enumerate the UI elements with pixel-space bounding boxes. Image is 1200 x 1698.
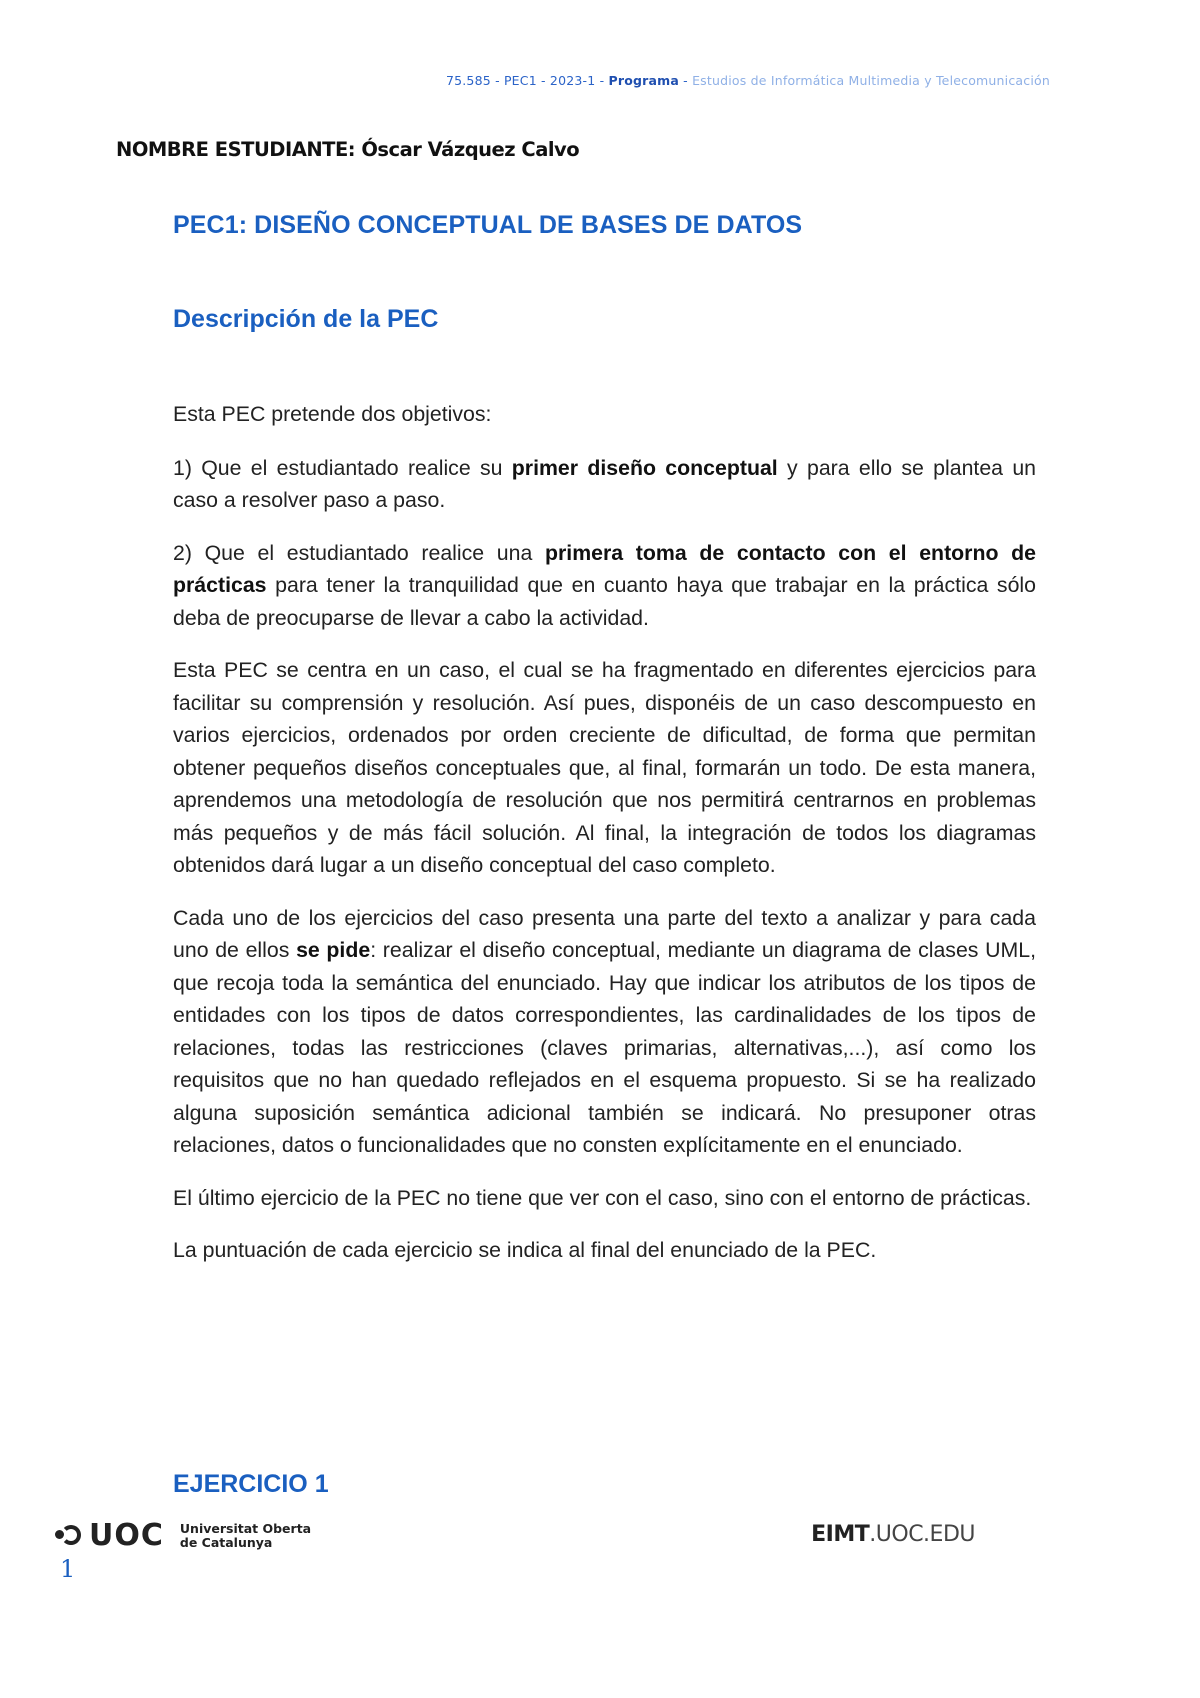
uoc-name-line-1: Universitat Oberta bbox=[179, 1520, 312, 1536]
header-sep: - bbox=[679, 73, 693, 88]
section-heading-description: Descripción de la PEC bbox=[173, 305, 439, 333]
header-program: Programa bbox=[608, 73, 679, 88]
eimt-domain: .UOC.EDU bbox=[869, 1522, 975, 1547]
bold-text: primer diseño conceptual bbox=[511, 455, 778, 480]
text-span: : realizar el diseño conceptual, mediante un diagrama de clases UML, que recoja toda la semántica del enunciado. Hay que indicar los atributos de los tipos de entidades con los tipos de datos correspondientes, las cardinalidades de los tipos de relaciones, todas las restricciones (claves primarias, alternativas,...), así como los requisitos que no han quedado reflejados en el esquema propuesto. Si se ha realizado alguna suposición semántica adicional también se indicará. No presuponer otras relaciones, datos o funcionalidades que no consten explícitamente en el enunciado. bbox=[173, 938, 1037, 1157]
header-studies: Estudios de Informática Multimedia y Telecomunicación bbox=[692, 73, 1050, 88]
uoc-logo bbox=[55, 1518, 311, 1553]
uoc-wordmark: UOC bbox=[89, 1518, 164, 1553]
document-body bbox=[173, 398, 1036, 1287]
text-span: para tener la tranquilidad que en cuanto haya que trabajar en la práctica sólo deba de preocuparse de llevar a cabo la actividad. bbox=[173, 573, 1036, 630]
paragraph-last-exercise: El último ejercicio de la PEC no tiene que ver con el caso, sino con el entorno de prácticas. bbox=[173, 1185, 1032, 1210]
text-span: 2) Que el estudiantado realice una bbox=[173, 540, 545, 565]
text-span: 1) Que el estudiantado realice su bbox=[173, 455, 512, 480]
page-number: 1 bbox=[60, 1555, 76, 1583]
eimt-bold: EIMT bbox=[811, 1522, 870, 1547]
text-span: y para ello se plantea un caso a resolver paso a paso. bbox=[173, 455, 1037, 512]
paragraph-exercises bbox=[173, 902, 1036, 1162]
eimt-logo bbox=[811, 1522, 975, 1547]
text-span: Cada uno de los ejercicios del caso presenta una parte del texto a analizar y para cada uno de ellos bbox=[173, 905, 1036, 962]
uoc-mark-icon bbox=[55, 1523, 85, 1549]
page-footer bbox=[55, 1518, 975, 1588]
student-name: NOMBRE ESTUDIANTE: Óscar Vázquez Calvo bbox=[116, 138, 580, 161]
paragraph-scoring: La puntuación de cada ejercicio se indica al final del enunciado de la PEC. bbox=[173, 1238, 877, 1262]
paragraph-case: Esta PEC se centra en un caso, el cual se ha fragmentado en diferentes ejercicios para facilitar su comprensión y resolución. Así pues, disponéis de un caso descompuesto en varios ejercicios, ordenados por orden creciente de dificultad, de forma que permitan obtener pequeños diseños conceptuales que, al final, formarán un todo. De esta manera, aprendemos una metodología de resolución que nos permitirá centrarnos en problemas más pequeños y de más fácil solución. Al final, la integración de todos los diagramas obtenidos dará lugar a un diseño conceptual del caso completo. bbox=[173, 658, 1036, 877]
bold-text: se pide bbox=[296, 938, 371, 962]
document-title: PEC1: DISEÑO CONCEPTUAL DE BASES DE DATOS bbox=[173, 211, 803, 239]
paragraph-intro: Esta PEC pretende dos objetivos: bbox=[173, 402, 492, 426]
section-heading-exercise-1: EJERCICIO 1 bbox=[173, 1470, 329, 1498]
page-header bbox=[446, 73, 1050, 88]
uoc-full-name bbox=[180, 1522, 311, 1550]
bold-text: primera toma de contacto con el entorno de prácticas bbox=[173, 540, 1036, 597]
header-code: 75.585 - PEC1 - 2023-1 - bbox=[445, 73, 609, 88]
uoc-name-line-2: de Catalunya bbox=[179, 1534, 273, 1550]
paragraph-objective-2 bbox=[173, 537, 1036, 635]
paragraph-objective-1 bbox=[173, 452, 1036, 517]
